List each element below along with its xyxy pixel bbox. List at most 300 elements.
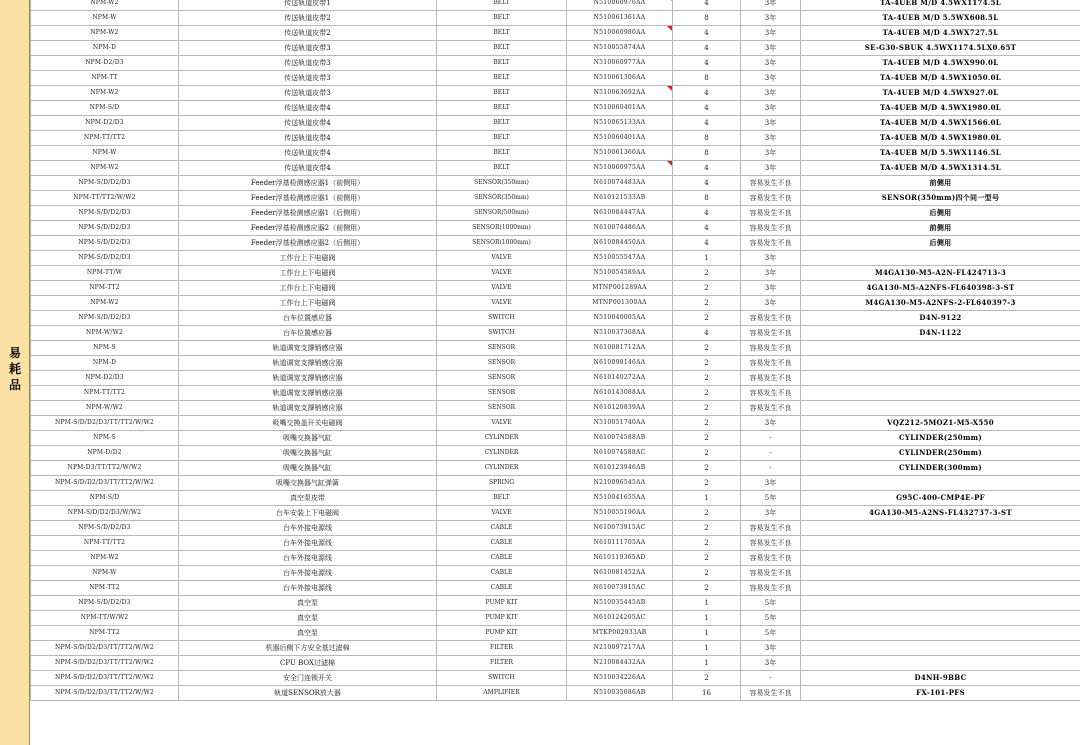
service-life-cell[interactable] [741,131,801,146]
quantity-cell[interactable] [673,176,741,191]
part-number-cell[interactable] [567,131,673,146]
spec-cell[interactable] [801,326,1080,341]
category-column[interactable] [0,0,30,745]
type-cell[interactable] [437,236,567,251]
part-number-cell[interactable] [567,116,673,131]
service-life-cell[interactable] [741,296,801,311]
model-cell[interactable] [31,641,179,656]
part-number-cell[interactable] [567,386,673,401]
service-life-cell[interactable] [741,656,801,671]
service-life-cell[interactable] [741,206,801,221]
part-name-cell[interactable] [179,41,437,56]
part-name-cell[interactable] [179,536,437,551]
service-life-cell[interactable] [741,491,801,506]
type-cell[interactable] [437,71,567,86]
type-cell[interactable] [437,161,567,176]
type-cell[interactable] [437,296,567,311]
type-cell[interactable] [437,41,567,56]
quantity-cell[interactable] [673,341,741,356]
spec-cell[interactable] [801,581,1080,596]
spec-cell[interactable] [801,641,1080,656]
service-life-cell[interactable] [741,191,801,206]
part-name-cell[interactable] [179,116,437,131]
part-number-cell[interactable] [567,566,673,581]
spec-cell[interactable] [801,536,1080,551]
service-life-cell[interactable] [741,461,801,476]
quantity-cell[interactable] [673,521,741,536]
service-life-cell[interactable] [741,161,801,176]
service-life-cell[interactable] [741,626,801,641]
part-number-cell[interactable] [567,671,673,686]
quantity-cell[interactable] [673,206,741,221]
service-life-cell[interactable] [741,611,801,626]
part-name-cell[interactable] [179,161,437,176]
service-life-cell[interactable] [741,26,801,41]
service-life-cell[interactable] [741,116,801,131]
service-life-cell[interactable] [741,536,801,551]
part-name-cell[interactable] [179,56,437,71]
part-number-cell[interactable] [567,56,673,71]
type-cell[interactable] [437,251,567,266]
part-name-cell[interactable] [179,281,437,296]
model-cell[interactable] [31,446,179,461]
spec-cell[interactable] [801,56,1080,71]
part-name-cell[interactable] [179,11,437,26]
spec-cell[interactable] [801,311,1080,326]
spec-cell[interactable] [801,266,1080,281]
service-life-cell[interactable] [741,146,801,161]
part-number-cell[interactable] [567,581,673,596]
quantity-cell[interactable] [673,551,741,566]
quantity-cell[interactable] [673,611,741,626]
part-number-cell[interactable] [567,26,673,41]
service-life-cell[interactable] [741,446,801,461]
model-cell[interactable] [31,356,179,371]
spec-cell[interactable] [801,176,1080,191]
service-life-cell[interactable] [741,266,801,281]
part-name-cell[interactable] [179,461,437,476]
quantity-cell[interactable] [673,641,741,656]
part-number-cell[interactable] [567,641,673,656]
part-name-cell[interactable] [179,686,437,701]
service-life-cell[interactable] [741,86,801,101]
model-cell[interactable] [31,401,179,416]
quantity-cell[interactable] [673,191,741,206]
spec-cell[interactable] [801,356,1080,371]
model-cell[interactable] [31,146,179,161]
spec-cell[interactable] [801,491,1080,506]
spec-cell[interactable] [801,131,1080,146]
part-name-cell[interactable] [179,371,437,386]
spec-cell[interactable] [801,401,1080,416]
quantity-cell[interactable] [673,566,741,581]
type-cell[interactable] [437,266,567,281]
model-cell[interactable] [31,686,179,701]
part-number-cell[interactable] [567,11,673,26]
service-life-cell[interactable] [741,56,801,71]
part-name-cell[interactable] [179,611,437,626]
part-number-cell[interactable] [567,311,673,326]
type-cell[interactable] [437,371,567,386]
model-cell[interactable] [31,0,179,11]
model-cell[interactable] [31,416,179,431]
service-life-cell[interactable] [741,251,801,266]
service-life-cell[interactable] [741,431,801,446]
quantity-cell[interactable] [673,296,741,311]
service-life-cell[interactable] [741,356,801,371]
model-cell[interactable] [31,461,179,476]
part-number-cell[interactable] [567,476,673,491]
part-name-cell[interactable] [179,191,437,206]
model-cell[interactable] [31,536,179,551]
part-number-cell[interactable] [567,686,673,701]
model-cell[interactable] [31,221,179,236]
service-life-cell[interactable] [741,671,801,686]
part-name-cell[interactable] [179,596,437,611]
quantity-cell[interactable] [673,446,741,461]
model-cell[interactable] [31,491,179,506]
quantity-cell[interactable] [673,656,741,671]
quantity-cell[interactable] [673,461,741,476]
part-number-cell[interactable] [567,356,673,371]
spec-cell[interactable] [801,416,1080,431]
quantity-cell[interactable] [673,221,741,236]
spec-cell[interactable] [801,101,1080,116]
type-cell[interactable] [437,101,567,116]
part-number-cell[interactable] [567,416,673,431]
part-number-cell[interactable] [567,536,673,551]
part-number-cell[interactable] [567,191,673,206]
type-cell[interactable] [437,536,567,551]
spec-cell[interactable] [801,161,1080,176]
part-name-cell[interactable] [179,491,437,506]
part-name-cell[interactable] [179,656,437,671]
model-cell[interactable] [31,671,179,686]
type-cell[interactable] [437,56,567,71]
type-cell[interactable] [437,116,567,131]
type-cell[interactable] [437,221,567,236]
quantity-cell[interactable] [673,386,741,401]
spec-cell[interactable] [801,371,1080,386]
quantity-cell[interactable] [673,371,741,386]
quantity-cell[interactable] [673,626,741,641]
model-cell[interactable] [31,596,179,611]
part-number-cell[interactable] [567,611,673,626]
service-life-cell[interactable] [741,566,801,581]
model-cell[interactable] [31,311,179,326]
model-cell[interactable] [31,251,179,266]
spec-cell[interactable] [801,206,1080,221]
spec-cell[interactable] [801,341,1080,356]
part-name-cell[interactable] [179,551,437,566]
quantity-cell[interactable] [673,581,741,596]
type-cell[interactable] [437,176,567,191]
part-number-cell[interactable] [567,551,673,566]
spec-cell[interactable] [801,26,1080,41]
service-life-cell[interactable] [741,476,801,491]
model-cell[interactable] [31,521,179,536]
type-cell[interactable] [437,281,567,296]
comment-indicator-icon[interactable] [667,86,672,91]
spec-cell[interactable] [801,656,1080,671]
spec-cell[interactable] [801,281,1080,296]
model-cell[interactable] [31,656,179,671]
spec-cell[interactable] [801,116,1080,131]
type-cell[interactable] [437,311,567,326]
spec-cell[interactable] [801,71,1080,86]
model-cell[interactable] [31,551,179,566]
part-name-cell[interactable] [179,71,437,86]
service-life-cell[interactable] [741,311,801,326]
model-cell[interactable] [31,611,179,626]
type-cell[interactable] [437,386,567,401]
model-cell[interactable] [31,176,179,191]
type-cell[interactable] [437,551,567,566]
spec-cell[interactable] [801,146,1080,161]
type-cell[interactable] [437,656,567,671]
quantity-cell[interactable] [673,416,741,431]
service-life-cell[interactable] [741,0,801,11]
part-number-cell[interactable] [567,206,673,221]
service-life-cell[interactable] [741,221,801,236]
part-number-cell[interactable] [567,401,673,416]
model-cell[interactable] [31,86,179,101]
quantity-cell[interactable] [673,311,741,326]
type-cell[interactable] [437,521,567,536]
comment-indicator-icon[interactable] [667,26,672,31]
service-life-cell[interactable] [741,371,801,386]
model-cell[interactable] [31,326,179,341]
service-life-cell[interactable] [741,386,801,401]
model-cell[interactable] [31,206,179,221]
service-life-cell[interactable] [741,416,801,431]
part-name-cell[interactable] [179,581,437,596]
type-cell[interactable] [437,566,567,581]
part-name-cell[interactable] [179,446,437,461]
part-number-cell[interactable] [567,161,673,176]
part-name-cell[interactable] [179,86,437,101]
model-cell[interactable] [31,266,179,281]
quantity-cell[interactable] [673,596,741,611]
part-number-cell[interactable] [567,491,673,506]
quantity-cell[interactable] [673,71,741,86]
service-life-cell[interactable] [741,506,801,521]
part-name-cell[interactable] [179,146,437,161]
type-cell[interactable] [437,491,567,506]
part-name-cell[interactable] [179,266,437,281]
part-number-cell[interactable] [567,176,673,191]
part-number-cell[interactable] [567,371,673,386]
quantity-cell[interactable] [673,431,741,446]
part-name-cell[interactable] [179,26,437,41]
quantity-cell[interactable] [673,401,741,416]
model-cell[interactable] [31,26,179,41]
part-number-cell[interactable] [567,281,673,296]
part-name-cell[interactable] [179,521,437,536]
model-cell[interactable] [31,506,179,521]
service-life-cell[interactable] [741,71,801,86]
spec-cell[interactable] [801,296,1080,311]
spec-cell[interactable] [801,506,1080,521]
service-life-cell[interactable] [741,326,801,341]
model-cell[interactable] [31,56,179,71]
part-name-cell[interactable] [179,626,437,641]
quantity-cell[interactable] [673,251,741,266]
part-name-cell[interactable] [179,641,437,656]
part-number-cell[interactable] [567,296,673,311]
part-number-cell[interactable] [567,626,673,641]
type-cell[interactable] [437,626,567,641]
quantity-cell[interactable] [673,281,741,296]
part-name-cell[interactable] [179,296,437,311]
part-number-cell[interactable] [567,236,673,251]
part-name-cell[interactable] [179,506,437,521]
part-number-cell[interactable] [567,101,673,116]
model-cell[interactable] [31,281,179,296]
service-life-cell[interactable] [741,596,801,611]
spec-cell[interactable] [801,221,1080,236]
service-life-cell[interactable] [741,521,801,536]
part-name-cell[interactable] [179,251,437,266]
type-cell[interactable] [437,506,567,521]
part-name-cell[interactable] [179,221,437,236]
part-name-cell[interactable] [179,101,437,116]
spec-cell[interactable] [801,191,1080,206]
part-name-cell[interactable] [179,401,437,416]
type-cell[interactable] [437,146,567,161]
model-cell[interactable] [31,566,179,581]
service-life-cell[interactable] [741,581,801,596]
model-cell[interactable] [31,581,179,596]
service-life-cell[interactable] [741,401,801,416]
part-name-cell[interactable] [179,431,437,446]
spec-cell[interactable] [801,236,1080,251]
model-cell[interactable] [31,341,179,356]
service-life-cell[interactable] [741,551,801,566]
part-name-cell[interactable] [179,311,437,326]
quantity-cell[interactable] [673,86,741,101]
part-name-cell[interactable] [179,326,437,341]
part-name-cell[interactable] [179,236,437,251]
model-cell[interactable] [31,41,179,56]
part-name-cell[interactable] [179,671,437,686]
type-cell[interactable] [437,26,567,41]
model-cell[interactable] [31,116,179,131]
part-name-cell[interactable] [179,0,437,11]
spec-cell[interactable] [801,566,1080,581]
spec-cell[interactable] [801,626,1080,641]
spec-cell[interactable] [801,11,1080,26]
part-name-cell[interactable] [179,176,437,191]
model-cell[interactable] [31,161,179,176]
type-cell[interactable] [437,131,567,146]
model-cell[interactable] [31,191,179,206]
model-cell[interactable] [31,71,179,86]
model-cell[interactable] [31,476,179,491]
type-cell[interactable] [437,0,567,11]
part-name-cell[interactable] [179,416,437,431]
part-name-cell[interactable] [179,341,437,356]
quantity-cell[interactable] [673,686,741,701]
spec-cell[interactable] [801,0,1080,11]
type-cell[interactable] [437,11,567,26]
type-cell[interactable] [437,671,567,686]
part-number-cell[interactable] [567,266,673,281]
type-cell[interactable] [437,356,567,371]
type-cell[interactable] [437,86,567,101]
part-number-cell[interactable] [567,0,673,11]
part-number-cell[interactable] [567,506,673,521]
quantity-cell[interactable] [673,326,741,341]
model-cell[interactable] [31,11,179,26]
spec-cell[interactable] [801,251,1080,266]
model-cell[interactable] [31,626,179,641]
part-name-cell[interactable] [179,206,437,221]
model-cell[interactable] [31,431,179,446]
model-cell[interactable] [31,101,179,116]
part-number-cell[interactable] [567,446,673,461]
service-life-cell[interactable] [741,281,801,296]
quantity-cell[interactable] [673,0,741,11]
model-cell[interactable] [31,371,179,386]
part-number-cell[interactable] [567,71,673,86]
comment-indicator-icon[interactable] [667,161,672,166]
quantity-cell[interactable] [673,56,741,71]
type-cell[interactable] [437,581,567,596]
quantity-cell[interactable] [673,11,741,26]
type-cell[interactable] [437,686,567,701]
part-name-cell[interactable] [179,566,437,581]
spec-cell[interactable] [801,611,1080,626]
part-number-cell[interactable] [567,326,673,341]
quantity-cell[interactable] [673,26,741,41]
part-number-cell[interactable] [567,521,673,536]
model-cell[interactable] [31,131,179,146]
type-cell[interactable] [437,461,567,476]
part-name-cell[interactable] [179,386,437,401]
spec-cell[interactable] [801,431,1080,446]
quantity-cell[interactable] [673,236,741,251]
part-name-cell[interactable] [179,131,437,146]
spec-cell[interactable] [801,461,1080,476]
service-life-cell[interactable] [741,11,801,26]
part-number-cell[interactable] [567,251,673,266]
spec-cell[interactable] [801,686,1080,701]
part-number-cell[interactable] [567,431,673,446]
type-cell[interactable] [437,641,567,656]
quantity-cell[interactable] [673,536,741,551]
quantity-cell[interactable] [673,356,741,371]
part-number-cell[interactable] [567,146,673,161]
quantity-cell[interactable] [673,131,741,146]
type-cell[interactable] [437,341,567,356]
service-life-cell[interactable] [741,341,801,356]
part-number-cell[interactable] [567,86,673,101]
part-number-cell[interactable] [567,656,673,671]
model-cell[interactable] [31,296,179,311]
service-life-cell[interactable] [741,686,801,701]
comment-indicator-icon[interactable] [667,0,672,1]
service-life-cell[interactable] [741,236,801,251]
part-number-cell[interactable] [567,341,673,356]
model-cell[interactable] [31,386,179,401]
part-name-cell[interactable] [179,356,437,371]
quantity-cell[interactable] [673,491,741,506]
part-number-cell[interactable] [567,221,673,236]
service-life-cell[interactable] [741,41,801,56]
spec-cell[interactable] [801,551,1080,566]
spec-cell[interactable] [801,386,1080,401]
